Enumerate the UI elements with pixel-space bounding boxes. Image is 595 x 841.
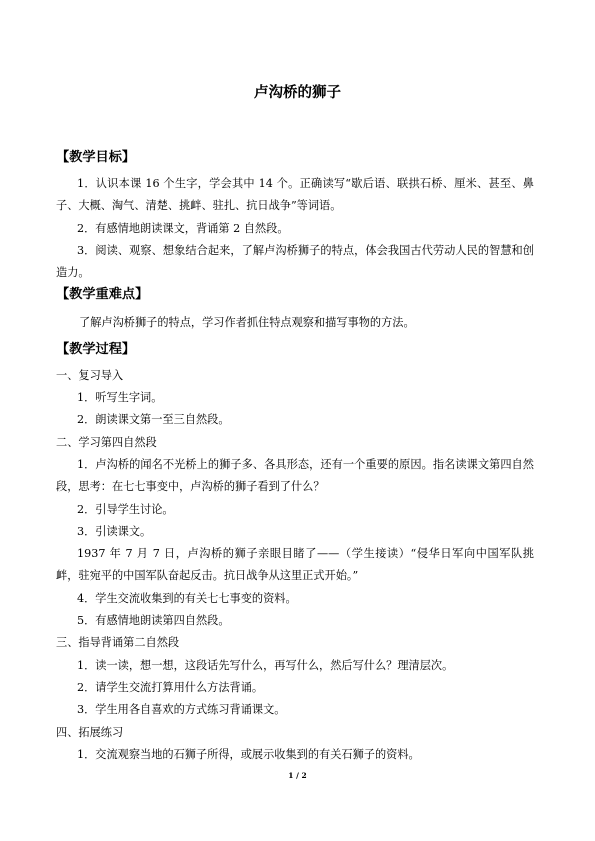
goal-item-1: 1．认识本课 16 个生字，学会其中 14 个。正确读写“歇后语、联拱石桥、厘米、甚至、鼻子、大概、淘气、清楚、挑衅、驻扎、抗日战争”等词语。: [56, 177, 534, 213]
document-title: 卢沟桥的狮子: [254, 85, 341, 101]
process-part-4-item-1: 1．交流观察当地的石狮子所得，或展示收集到的有关石狮子的资料。: [77, 747, 420, 761]
process-part-1-title: 一、复习导入: [56, 368, 124, 382]
section-key-points: [56, 286, 534, 334]
section-heading-keypoints: 【教学重难点】: [56, 287, 149, 303]
process-part-2-item-4: 1937 年 7 月 7 日，卢沟桥的狮子亲眼目睹了——（学生接读）“侵华日军向中国军队挑衅，驻宛平的中国军队奋起反击。抗日战争从这里正式开始。”: [56, 547, 534, 583]
goal-item-3: 3．阅读、观察、想象结合起来，了解卢沟桥狮子的特点，体会我国古代劳动人民的智慧和创造力。: [56, 243, 534, 280]
page-number: 1 / 2: [288, 771, 307, 780]
process-part-1-item-1: 1．听写生字词。: [77, 391, 163, 405]
document-body: [56, 145, 534, 766]
section-teaching-goals: [56, 149, 534, 284]
process-part-4-title: 四、拓展练习: [56, 725, 124, 739]
process-part-2-item-1: 1．卢沟桥的闻名不光桥上的狮子多、各具形态，还有一个重要的原因。指名读课文第四自然段，思考：在七七事变中，卢沟桥的狮子看到了什么？: [56, 457, 534, 494]
process-part-3-title: 三、指导背诵第二自然段: [56, 636, 180, 650]
section-heading-process: 【教学过程】: [56, 341, 136, 357]
process-part-2-item-2: 2．引导学生讨论。: [77, 502, 174, 516]
process-part-1-item-2: 2．朗读课文第一至三自然段。: [77, 413, 230, 427]
section-teaching-process: [56, 341, 534, 766]
process-part-3-item-1: 1．读一读，想一想，这段话先写什么，再写什么，然后写什么？理清层次。: [77, 658, 454, 672]
goal-item-2: 2．有感情地朗读课文，背诵第 2 自然段。: [77, 221, 289, 235]
process-part-3-item-3: 3．学生用各自喜欢的方式练习背诵课文。: [77, 703, 286, 717]
section-heading-goals: 【教学目标】: [56, 150, 136, 165]
process-part-2-item-5: 4．学生交流收集到的有关七七事变的资料。: [77, 591, 297, 605]
process-part-2-title: 二、学习第四自然段: [56, 435, 157, 449]
process-part-3-item-2: 2．请学生交流打算用什么方法背诵。: [77, 680, 264, 694]
process-part-2-item-6: 5．有感情地朗读第四自然段。: [77, 614, 230, 628]
process-part-2-item-3: 3．引读课文。: [77, 524, 152, 538]
keypoints-text: 了解卢沟桥狮子的特点，学习作者抓住特点观察和描写事物的方法。: [79, 316, 415, 330]
